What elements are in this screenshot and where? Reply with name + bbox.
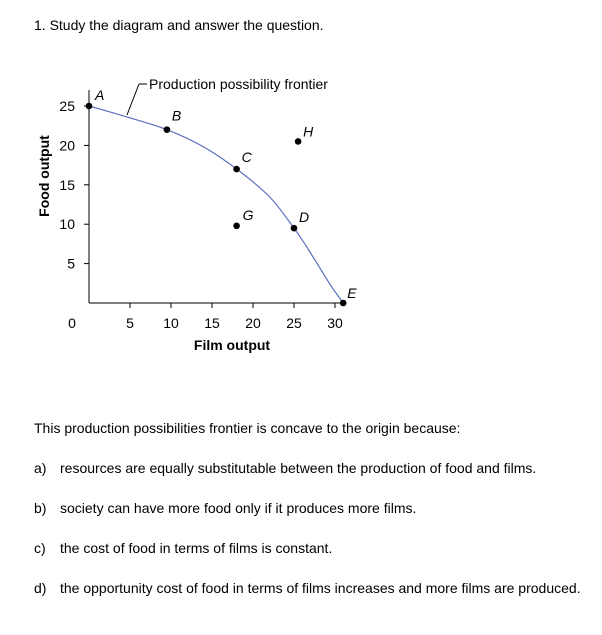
point-h — [295, 138, 302, 145]
option-a-text: resources are equally substitutable between the production of food and films. — [60, 460, 537, 476]
option-c-letter: c) — [34, 540, 46, 556]
x-tick-label-20: 20 — [245, 315, 261, 331]
option-b-text: society can have more food only if it produces more films. — [60, 500, 417, 516]
point-label-h: H — [303, 123, 314, 140]
curve-label-leader — [127, 84, 139, 115]
point-d — [291, 225, 298, 232]
option-c[interactable] — [34, 540, 332, 556]
point-label-a: A — [95, 87, 105, 103]
option-b-letter: b) — [34, 500, 47, 516]
x-tick-label-15: 15 — [204, 315, 220, 331]
x-tick-label-5: 5 — [126, 315, 134, 331]
curve-label: Production possibility frontier — [149, 76, 328, 92]
x-tick-label-25: 25 — [286, 315, 302, 331]
y-axis-label: Food output — [36, 135, 52, 217]
point-b — [164, 126, 171, 133]
y-tick-label-5: 5 — [67, 255, 75, 272]
option-c-text: the cost of food in terms of films is constant. — [60, 540, 333, 556]
x-tick-label-0: 0 — [68, 315, 76, 331]
option-a[interactable] — [34, 460, 536, 476]
point-e — [340, 300, 347, 307]
option-a-letter: a) — [34, 460, 47, 476]
x-axis-label: Film output — [193, 337, 271, 353]
point-label-d: D — [299, 209, 310, 226]
point-label-e: E — [347, 285, 357, 301]
question-stem: This production possibilities frontier is concave to the origin because: — [34, 420, 461, 436]
chart-points — [86, 87, 358, 306]
x-axis-ticks — [68, 303, 343, 331]
y-axis-ticks — [59, 98, 89, 272]
y-tick-label-20: 20 — [59, 137, 75, 154]
option-d-text: the opportunity cost of food in terms of films increases and more films are produced. — [60, 580, 581, 596]
question-title: 1. Study the diagram and answer the question. — [34, 17, 324, 33]
option-d[interactable] — [34, 580, 581, 596]
point-label-b: B — [171, 107, 182, 124]
point-c — [233, 166, 240, 173]
point-a — [86, 103, 93, 110]
y-tick-label-10: 10 — [59, 216, 75, 233]
y-tick-label-25: 25 — [59, 98, 75, 114]
option-d-letter: d) — [34, 580, 47, 596]
point-label-c: C — [241, 149, 252, 166]
point-label-g: G — [242, 206, 254, 223]
y-tick-label-15: 15 — [59, 176, 75, 193]
x-tick-label-10: 10 — [163, 315, 179, 331]
point-g — [233, 222, 240, 229]
x-tick-label-30: 30 — [327, 315, 343, 331]
option-b[interactable] — [34, 500, 416, 516]
